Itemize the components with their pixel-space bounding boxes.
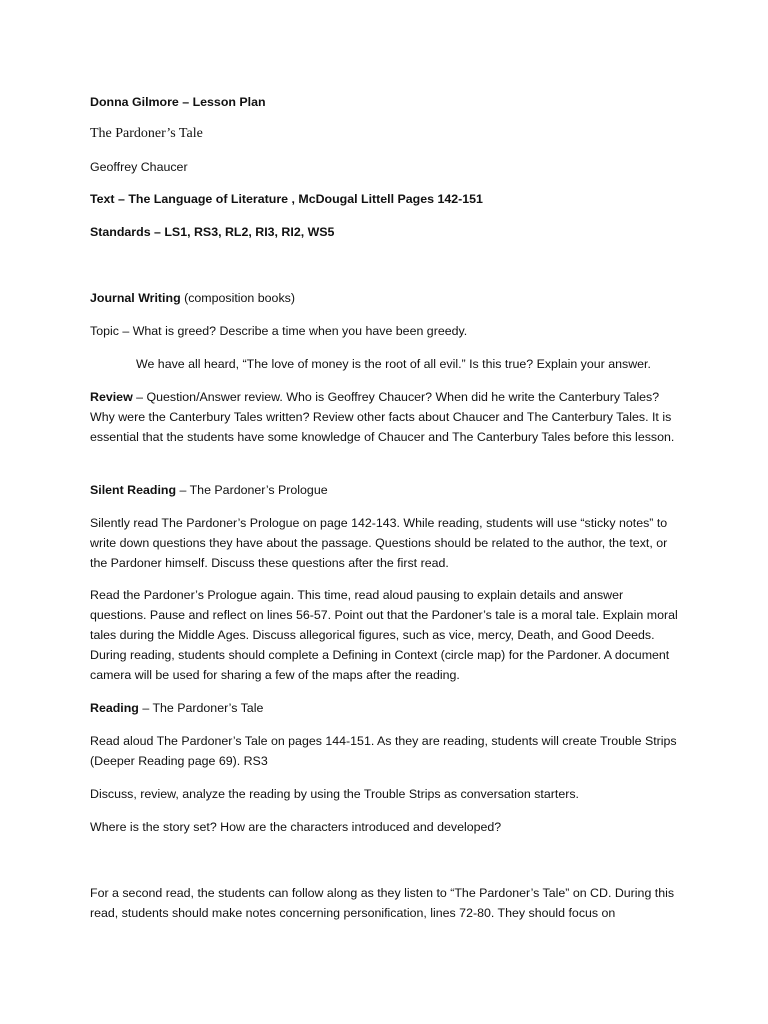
document-title: The Pardoner’s Tale bbox=[90, 126, 203, 141]
silent-reading-subheading: – The Pardoner’s Prologue bbox=[176, 483, 328, 497]
reading-paragraph-3: Where is the story set? How are the characters introduced and developed? bbox=[90, 820, 502, 834]
text-line bbox=[90, 189, 680, 209]
journal-heading: Journal Writing bbox=[90, 291, 181, 305]
text-label: Text – The Language of Literature , McDougal Littell Pages 142-151 bbox=[90, 192, 483, 206]
reading-paragraph-4: For a second read, the students can follow along as they listen to “The Pardoner’s Tale” on CD. During this read, students should make notes concerning personification, lines 72-80. They should focus on bbox=[90, 886, 675, 920]
journal-quote: We have all heard, “The love of money is the root of all evil.” Is this true? Explain your answer. bbox=[136, 357, 651, 371]
review-heading: Review bbox=[90, 390, 133, 404]
journal-topic: Topic – What is greed? Describe a time when you have been greedy. bbox=[90, 324, 468, 338]
reading-paragraph-1: Read aloud The Pardoner’s Tale on pages 144-151. As they are reading, students will create Trouble Strips (Deeper Reading page 69). RS3 bbox=[90, 734, 677, 768]
poet-name: Geoffrey Chaucer bbox=[90, 160, 188, 174]
review-paragraph bbox=[90, 387, 680, 447]
silent-reading-paragraph-1: Silently read The Pardoner’s Prologue on page 142-143. While reading, students will use “sticky notes” to write down questions they have about the passage. Questions should be related to the author, the text, or the Pardoner himself. Discuss these questions after the first read. bbox=[90, 516, 668, 570]
reading-paragraph-2: Discuss, review, analyze the reading by using the Trouble Strips as conversation starters. bbox=[90, 787, 579, 801]
reading-heading: Reading bbox=[90, 701, 139, 715]
author-line: Donna Gilmore – Lesson Plan bbox=[90, 95, 266, 109]
silent-reading-heading: Silent Reading bbox=[90, 483, 177, 497]
reading-subheading: – The Pardoner’s Tale bbox=[138, 701, 264, 715]
reading-heading-line bbox=[90, 698, 680, 718]
review-text: – Question/Answer review. Who is Geoffrey Chaucer? When did he write the Canterbury Tales? Why were the Canterbury Tales written? Review other facts about Chaucer and The Canterbury Tales. It is essential that the students have some knowledge of Chaucer and The Canterbury Tales before this lesson. bbox=[90, 390, 675, 444]
journal-heading-line bbox=[90, 288, 680, 308]
silent-reading-heading-line bbox=[90, 480, 680, 500]
standards-line: Standards – LS1, RS3, RL2, RI3, RI2, WS5 bbox=[90, 225, 335, 239]
journal-note: (composition books) bbox=[180, 291, 295, 305]
silent-reading-paragraph-2: Read the Pardoner’s Prologue again. This time, read aloud pausing to explain details and answer questions. Pause and reflect on lines 56-57. Point out that the Pardoner’s tale is a moral tale. Explain moral tales during the Middle Ages. Discuss allegorical figures, such as vice, mercy, Death, and Good Deeds. During reading, students should complete a Defining in Context (circle map) for the Pardoner. A document camera will be used for sharing a few of the maps after the reading. bbox=[90, 588, 678, 682]
